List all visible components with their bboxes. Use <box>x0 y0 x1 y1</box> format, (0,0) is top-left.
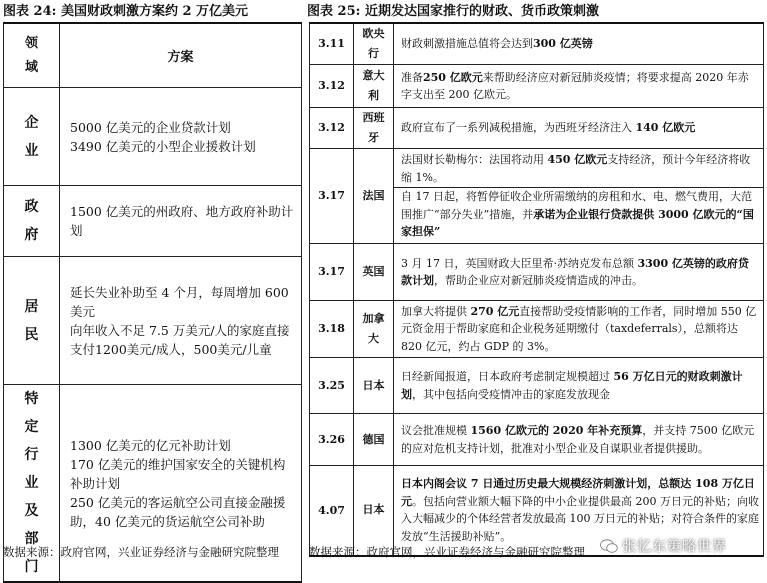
figure-24-title: 图表 24: 美国财政刺激方案约 2 万亿美元 <box>3 4 249 19</box>
policy-stimulus-table <box>309 22 764 557</box>
country-cell: 西班牙 <box>354 108 394 149</box>
table-row <box>4 257 302 385</box>
wechat-icon <box>600 539 618 553</box>
description-cell: 法国财长勒梅尔：法国将动用 450 亿欧元支持经济，预计今年经济将收缩 1%。 自 17 日起，将暂停征收企业所需缴纳的房租和水、电、燃气费用，大范围推广“部分失业”措施，并承诺为企业银行贷款提供 3000 亿欧元的“国家担保” <box>394 149 764 244</box>
table-row <box>310 65 764 108</box>
table-row <box>310 108 764 149</box>
description-cell: 政府宣布了一系列减税措施，为西班牙经济注入 140 亿欧元 <box>394 108 764 149</box>
date-cell: 3.26 <box>310 414 354 466</box>
date-cell: 3.12 <box>310 65 354 108</box>
table-row <box>310 301 764 358</box>
plan-cell: 延长失业补助至 4 个月，每周增加 600 美元 向年收入不足 7.5 万美元/人的家庭直接支付1200美元/成人，500美元/儿童 <box>60 257 302 385</box>
domain-cell: 居民 <box>4 257 60 385</box>
table-row <box>310 23 764 65</box>
table-row <box>310 358 764 414</box>
description-cell: 议会批准规模 1560 亿欧元的 2020 年补充预算，并支持 7500 亿欧元的应对危机支持计划，批准对小型企业及自谋职业者提供援助。 <box>394 414 764 466</box>
domain-cell: 企业 <box>4 88 60 186</box>
date-cell: 3.12 <box>310 108 354 149</box>
table-row <box>4 88 302 186</box>
table-row <box>310 149 764 244</box>
date-cell: 3.18 <box>310 301 354 358</box>
description-cell: 加拿大将提供 270 亿元直接帮助受疫情影响的工作者，同时增加 550 亿元资金用于帮助家庭和企业税务延期缴付（taxdeferrals），总额将达 820 亿元，约占 GDP 的 3%。 <box>394 301 764 358</box>
date-cell: 3.17 <box>310 149 354 244</box>
plan-cell: 1300 亿美元的亿元补助计划 170 亿美元的维护国家安全的关键机构补助计划 250 亿美元的客运航空公司直接金融援助，40 亿美元的货运航空公司补助 <box>60 385 302 583</box>
country-cell: 意大利 <box>354 65 394 108</box>
plan-cell: 1500 亿美元的州政府、地方政府补助计划 <box>60 186 302 257</box>
plan-cell: 5000 亿美元的企业贷款计划 3490 亿美元的小型企业援救计划 <box>60 88 302 186</box>
country-cell: 英国 <box>354 244 394 301</box>
description-cell: 准备250 亿欧元来帮助经济应对新冠肺炎疫情；将要求提高 2020 年赤字支出至 200 亿欧元。 <box>394 65 764 108</box>
domain-cell: 特定行业及部门 <box>4 385 60 583</box>
source-note-left: 数据来源：政府官网，兴业证券经济与金融研究院整理 <box>3 545 279 559</box>
country-cell: 加拿大 <box>354 301 394 358</box>
date-cell: 3.11 <box>310 23 354 65</box>
description-cell: 日经新闻报道，日本政府考虑制定规模超过 56 万亿日元的财政刺激计划，其中包括向受疫情冲击的家庭发放现金 <box>394 358 764 414</box>
date-cell: 3.17 <box>310 244 354 301</box>
header-domain: 领域 <box>4 23 60 88</box>
country-cell: 法国 <box>354 149 394 244</box>
us-stimulus-table <box>3 22 302 583</box>
table-header-row <box>4 23 302 88</box>
domain-cell: 政府 <box>4 186 60 257</box>
date-cell: 3.25 <box>310 358 354 414</box>
description-cell: 日本内阁会议 7 日通过历史最大规模经济刺激计划，总额达 108 万亿日元。包括向营业额大幅下降的中小企业提供最高 200 万日元的补贴；向收入大幅减少的个体经营者发放最高 100 万日元的补贴；对符合条件的家庭发放“生活援助补贴”。 <box>394 466 764 556</box>
table-row <box>4 186 302 257</box>
watermark: 张忆东策略世界 <box>600 536 727 556</box>
country-cell: 德国 <box>354 414 394 466</box>
source-note-right: 数据来源：政府官网，兴业证券经济与金融研究院整理 <box>309 545 585 559</box>
country-cell: 日本 <box>354 466 394 556</box>
country-cell: 日本 <box>354 358 394 414</box>
date-cell: 4.07 <box>310 466 354 556</box>
table-row <box>310 244 764 301</box>
description-cell: 财政刺激措施总值将会达到300 亿英镑 <box>394 23 764 65</box>
header-plan: 方案 <box>60 23 302 88</box>
description-cell: 3 月 17 日，英国财政大臣里希·苏纳克发布总额 3300 亿英镑的政府贷款计划，帮助企业应对新冠肺炎疫情造成的冲击。 <box>394 244 764 301</box>
table-row <box>310 414 764 466</box>
country-cell: 欧央行 <box>354 23 394 65</box>
figure-25-title: 图表 25: 近期发达国家推行的财政、货币政策刺激 <box>307 4 599 19</box>
